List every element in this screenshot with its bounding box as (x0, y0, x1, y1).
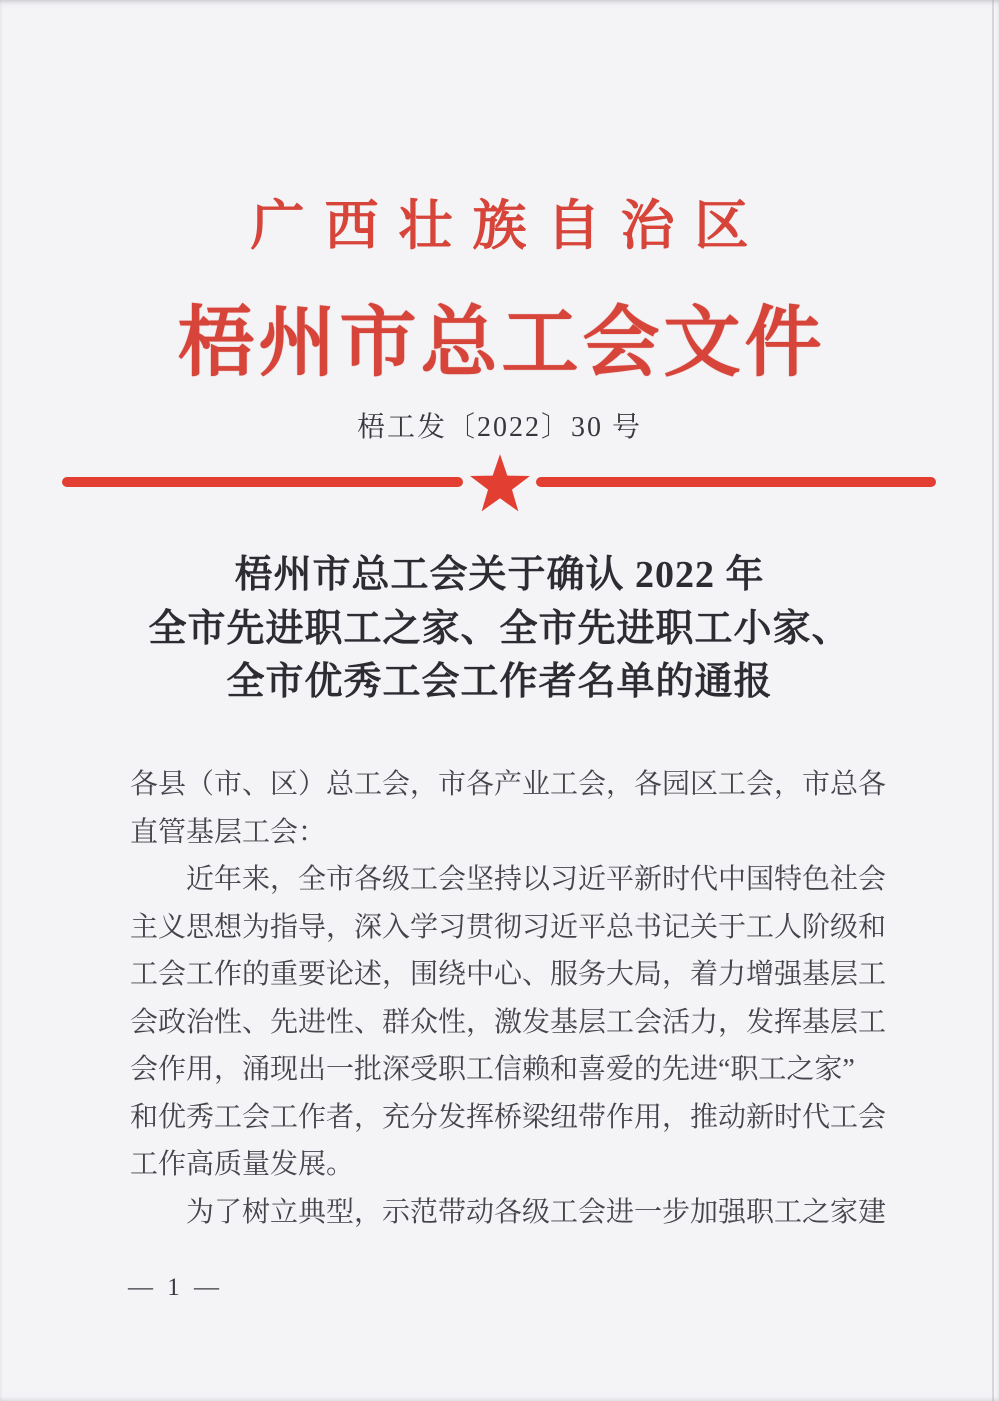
notice-body (130, 761, 886, 1236)
body-text-line: 直管基层工会： (130, 816, 327, 848)
notice-title-line: 全市优秀工会工作者名单的通报 (226, 661, 773, 703)
notice-title (0, 549, 999, 710)
notice-title-line: 全市先进职工之家、全市先进职工小家、 (148, 607, 851, 650)
body-text-line: 近年来，全市各级工会坚持以习近平新时代中国特色社会 (130, 864, 887, 895)
body-text-line: 工作高质量发展。 (130, 1149, 355, 1180)
body-text-line: 主义思想为指导，深入学习贯彻习近平总书记关于工人阶级和 (130, 911, 887, 943)
body-text-line: 各县（市、区）总工会，市各产业工会，各园区工会，市总各 (130, 769, 887, 800)
agency-document-title: 梧州市总工会文件 (177, 300, 826, 386)
notice-title-line: 梧州市总工会关于确认 2022 年 (234, 554, 765, 596)
red-divider-right (536, 477, 936, 487)
red-divider-left (62, 477, 463, 487)
body-text-line: 会作用，涌现出一批深受职工信赖和喜爱的先进“职工之家” (130, 1054, 855, 1085)
body-text-line: 和优秀工会工作者，充分发挥桥梁纽带作用，推动新时代工会 (130, 1101, 887, 1133)
body-text-line: 为了树立典型，示范带动各级工会进一步加强职工之家建 (130, 1196, 887, 1228)
region-title: 广西壮族自治区 (250, 196, 769, 256)
red-star-icon (468, 452, 532, 514)
page-number: — 1 — (128, 1274, 223, 1301)
body-text-line: 会政治性、先进性、群众性，激发基层工会活力，发挥基层工 (130, 1006, 887, 1038)
body-text-line: 工会工作的重要论述，围绕中心、服务大局，着力增强基层工 (130, 959, 887, 990)
document-number: 梧工发〔2022〕30 号 (356, 412, 642, 443)
